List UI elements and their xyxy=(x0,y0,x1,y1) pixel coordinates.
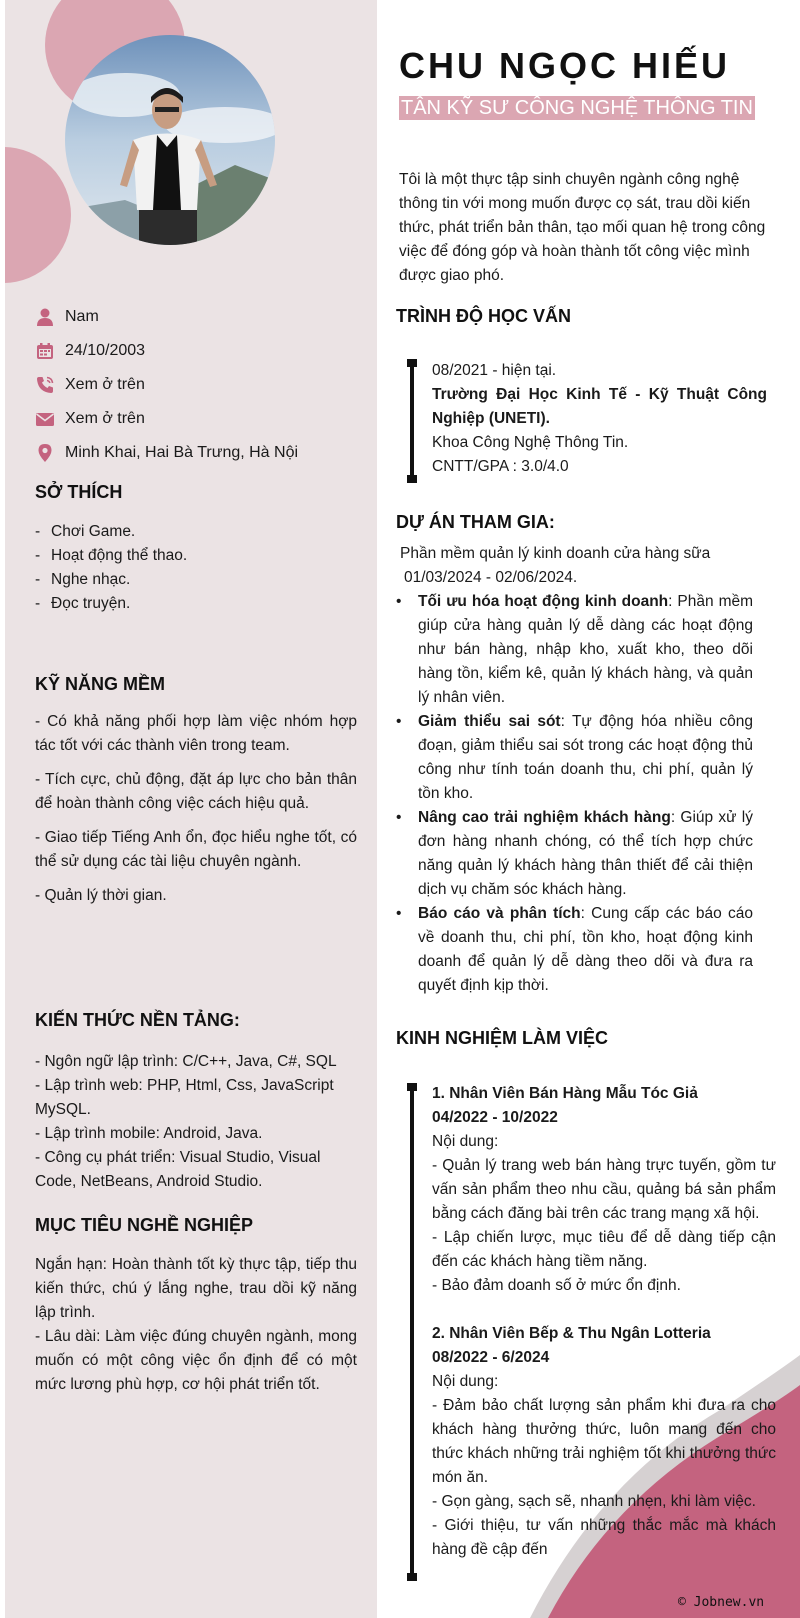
project-bullet: • Nâng cao trải nghiệm khách hàng: Giúp xử lý đơn hàng nhanh chóng, có thể tích hợp chức năng quản lý khách hàng thân thiết để cải thiện dịch vụ chăm sóc khách hàng. xyxy=(396,809,754,898)
job-line: - Đảm bảo chất lượng sản phẩm khi đưa ra cho khách hàng thưởng thức, luôn mang đến cho thức khách những trải nghiệm tốt khi thưởng thức món ăn. xyxy=(432,1397,776,1486)
knowledge-heading: KIẾN THỨC NỀN TẢNG: xyxy=(35,1010,240,1030)
job-period-1: 04/2022 - 10/2022 xyxy=(432,1109,558,1126)
intro-text: Tôi là một thực tập sinh chuyên ngành công nghệ thông tin với mong muốn được cọ sát, trau dồi kiến thức, phát triển bản thân, tạo mối quan hệ trong công việc để đóng góp và hoàn thành tốt công việc mình được giao phó. xyxy=(399,171,766,284)
projects-heading: DỰ ÁN THAM GIA: xyxy=(396,512,555,532)
phone-value: Xem ở trên xyxy=(65,376,145,393)
birthday-value: 24/10/2003 xyxy=(65,342,146,359)
education-heading: TRÌNH ĐỘ HỌC VẤN xyxy=(396,306,571,326)
knowledge-item: - Lập trình mobile: Android, Java. xyxy=(35,1125,263,1142)
project-name: Phần mềm quản lý kinh doanh cửa hàng sữa xyxy=(400,545,711,562)
education-gpa: CNTT/GPA : 3.0/4.0 xyxy=(432,458,569,475)
career-goal-item: Ngắn hạn: Hoàn thành tốt kỳ thực tập, tiếp thu kiến thức, chú ý lắng nghe, trau dồi kỹ năng lập trình. xyxy=(35,1256,357,1321)
project-bullet: • Giảm thiểu sai sót: Tự động hóa nhiều công đoạn, giảm thiểu sai sót trong các hoạt động thủ công như tính toán doanh thu, chi phí, quản lý tồn kho. xyxy=(396,713,754,802)
education-period: 08/2021 - hiện tại. xyxy=(432,362,557,379)
hobby-item: - Đọc truyện. xyxy=(35,595,131,612)
footer-credit[interactable]: © Jobnew.vn xyxy=(678,1595,765,1610)
job-line: - Bảo đảm doanh số ở mức ổn định. xyxy=(432,1277,681,1294)
job-title-2: 2. Nhân Viên Bếp & Thu Ngân Lotteria xyxy=(432,1325,711,1342)
soft-skill-item: - Quản lý thời gian. xyxy=(35,887,167,904)
job-line: - Gọn gàng, sạch sẽ, nhanh nhẹn, khi làm việc. xyxy=(432,1493,756,1510)
experience-item xyxy=(432,1082,776,1298)
candidate-name: CHU NGỌC HIẾU xyxy=(399,45,731,86)
hobby-item: - Hoạt động thể thao. xyxy=(35,547,188,564)
soft-skills-heading: KỸ NĂNG MỀM xyxy=(35,674,165,694)
project-period: 01/03/2024 - 02/06/2024. xyxy=(404,569,578,586)
career-goal-heading: MỤC TIÊU NGHỀ NGHIỆP xyxy=(35,1215,254,1235)
education-faculty: Khoa Công Nghệ Thông Tin. xyxy=(432,434,629,451)
experience-item xyxy=(432,1322,776,1562)
soft-skill-item: - Tích cực, chủ động, đặt áp lực cho bản thân để hoàn thành công việc cách hiệu quả. xyxy=(35,771,357,812)
hobby-item: - Chơi Game. xyxy=(35,523,136,540)
experience-heading: KINH NGHIỆM LÀM VIỆC xyxy=(396,1028,609,1048)
address-value: Minh Khai, Hai Bà Trưng, Hà Nội xyxy=(65,444,299,461)
gender-value: Nam xyxy=(65,308,99,325)
job-content-label: Nội dung: xyxy=(432,1373,499,1390)
job-line: - Quản lý trang web bán hàng trực tuyến, gồm tư vấn sản phẩm theo nhu cầu, quảng bá sản phẩm bằng cách đăng bài trên các trang mạng xã hội. xyxy=(432,1157,776,1222)
project-bullet: • Tối ưu hóa hoạt động kinh doanh: Phần mềm giúp cửa hàng quản lý dễ dàng các hoạt động như bán hàng, nhập kho, xuất kho, theo dõi hàng tồn, kiểm kê, quản lý khách hàng, và quản lý nhân viên. xyxy=(396,593,754,706)
experience-list xyxy=(432,1082,776,1562)
knowledge-item: - Lập trình web: PHP, Html, Css, JavaScript MySQL. xyxy=(35,1077,334,1118)
education-school: Trường Đại Học Kinh Tế - Kỹ Thuật Công Nghiệp (UNETI). xyxy=(432,386,767,427)
project-bullet: • Báo cáo và phân tích: Cung cấp các báo cáo về doanh thu, chi phí, tồn kho, hoạt động kinh doanh để quản lý dễ dàng theo dõi và đưa ra quyết định kịp thời. xyxy=(396,905,753,994)
hobbies-heading: SỞ THÍCH xyxy=(35,482,123,502)
career-goal-item: - Lâu dài: Làm việc đúng chuyên ngành, mong muốn có một công việc ổn định để có một mức lương phù hợp, cơ hội phát triển tốt. xyxy=(35,1328,357,1393)
knowledge-item: - Công cụ phát triển: Visual Studio, Visual Code, NetBeans, Android Studio. xyxy=(35,1149,321,1190)
job-period-2: 08/2022 - 6/2024 xyxy=(432,1349,550,1366)
experience-timeline xyxy=(410,1083,414,1581)
job-line: - Giới thiệu, tư vấn những thắc mắc mà khách hàng đề cập đến xyxy=(432,1517,776,1558)
soft-skill-item: - Giao tiếp Tiếng Anh ổn, đọc hiểu nghe tốt, có thể sử dụng các tài liệu chuyên ngành. xyxy=(35,829,357,870)
email-value: Xem ở trên xyxy=(65,410,145,427)
job-content-label: Nội dung: xyxy=(432,1133,499,1150)
hobby-item: - Nghe nhạc. xyxy=(35,571,131,588)
job-title-1: 1. Nhân Viên Bán Hàng Mẫu Tóc Giả xyxy=(432,1085,698,1102)
job-title: TÂN KỸ SƯ CÔNG NGHỆ THÔNG TIN xyxy=(401,97,753,119)
soft-skill-item: - Có khả năng phối hợp làm việc nhóm hợp tác tốt với các thành viên trong team. xyxy=(35,713,357,754)
job-line: - Lập chiến lược, mục tiêu để dễ dàng tiếp cận đến các khách hàng tiềm năng. xyxy=(432,1229,776,1270)
knowledge-item: - Ngôn ngữ lập trình: C/C++, Java, C#, SQL xyxy=(35,1053,337,1070)
